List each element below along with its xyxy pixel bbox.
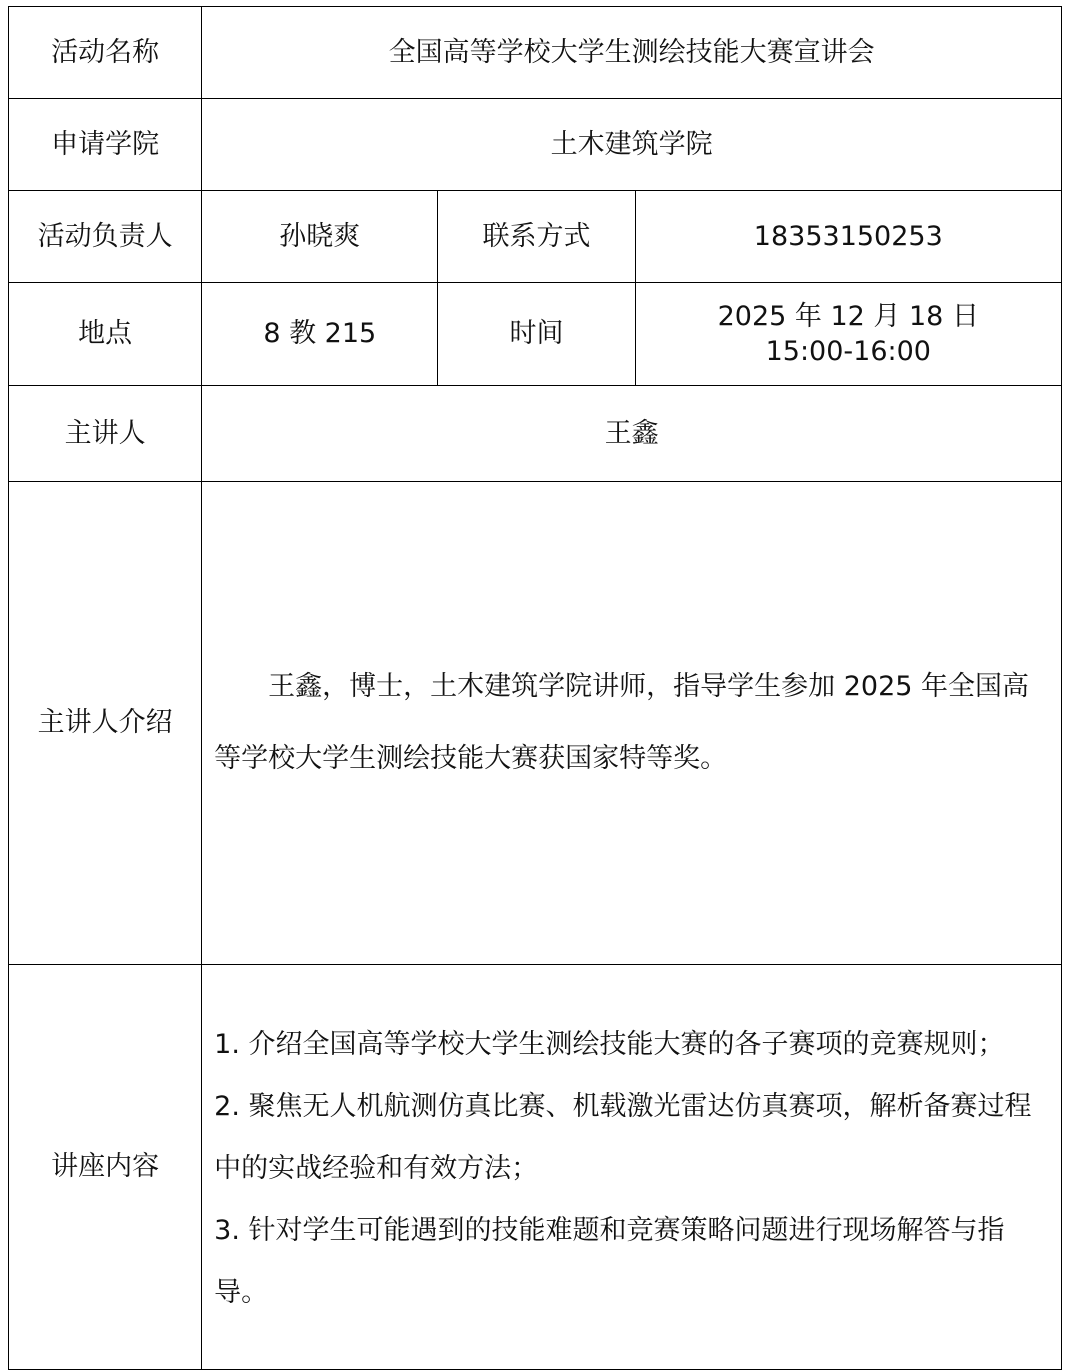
time-label: 时间 bbox=[438, 283, 635, 386]
contact-value: 18353150253 bbox=[635, 191, 1061, 283]
place-value: 8 教 215 bbox=[202, 283, 438, 386]
time-range: 15:00-16:00 bbox=[765, 336, 931, 367]
college-label: 申请学院 bbox=[9, 99, 202, 191]
college-value: 土木建筑学院 bbox=[202, 99, 1062, 191]
speaker-intro-text: 王鑫，博士，土木建筑学院讲师，指导学生参加 2025 年全国高等学校大学生测绘技能大赛获国家特等奖。 bbox=[214, 671, 1030, 774]
lecture-content-item-1: 1. 介绍全国高等学校大学生测绘技能大赛的各子赛项的竞赛规则； bbox=[214, 1028, 1005, 1060]
lecture-content-cell bbox=[202, 965, 1062, 1370]
lecture-content-item-3: 3. 针对学生可能遇到的技能难题和竞赛策略问题进行现场解答与指导。 bbox=[214, 1215, 1005, 1309]
row-college bbox=[9, 99, 1062, 191]
row-leader-contact bbox=[9, 191, 1062, 283]
lecture-content-item-2: 2. 聚焦无人机航测仿真比赛、机载激光雷达仿真赛项，解析备赛过程中的实战经验和有效方法； bbox=[214, 1090, 1032, 1184]
row-speaker-intro bbox=[9, 482, 1062, 965]
row-speaker bbox=[9, 386, 1062, 482]
place-label: 地点 bbox=[9, 283, 202, 386]
lecture-content-label: 讲座内容 bbox=[9, 965, 202, 1370]
time-date: 2025 年 12 月 18 日 bbox=[717, 300, 979, 332]
speaker-value: 王鑫 bbox=[202, 386, 1062, 482]
activity-name-value: 全国高等学校大学生测绘技能大赛宣讲会 bbox=[202, 7, 1062, 99]
row-activity-name bbox=[9, 7, 1062, 99]
activity-form-table bbox=[8, 6, 1062, 1370]
speaker-intro-cell bbox=[202, 482, 1062, 965]
activity-name-label: 活动名称 bbox=[9, 7, 202, 99]
row-place-time bbox=[9, 283, 1062, 386]
leader-value: 孙晓爽 bbox=[202, 191, 438, 283]
leader-label: 活动负责人 bbox=[9, 191, 202, 283]
contact-label: 联系方式 bbox=[438, 191, 635, 283]
speaker-label: 主讲人 bbox=[9, 386, 202, 482]
time-value bbox=[635, 283, 1061, 386]
row-lecture-content bbox=[9, 965, 1062, 1370]
speaker-intro-label: 主讲人介绍 bbox=[9, 482, 202, 965]
